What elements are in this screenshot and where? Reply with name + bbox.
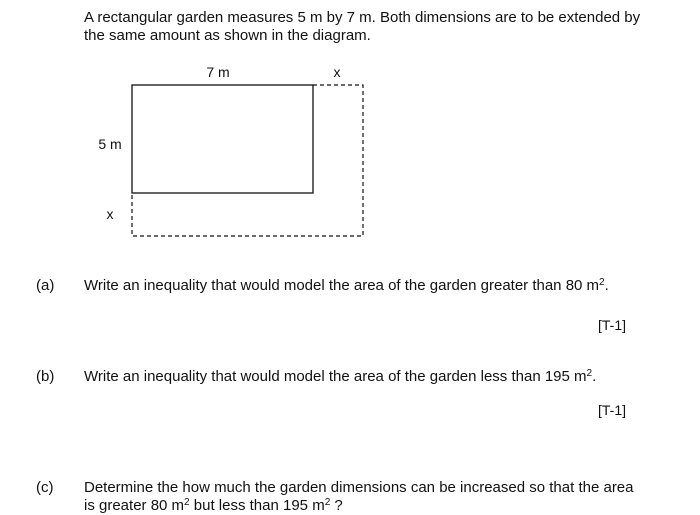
part-a-period: . bbox=[604, 277, 609, 294]
part-c-question bbox=[84, 479, 684, 515]
extended-garden-outline bbox=[132, 85, 363, 236]
part-c-label: (c) bbox=[36, 479, 54, 496]
label-height-extension-x: x bbox=[106, 206, 114, 222]
part-c-line-2b: but less than 195 m bbox=[189, 497, 325, 514]
part-a-text: Write an inequality that would model the area of the garden greater than 80 m bbox=[84, 277, 600, 294]
part-b-period: . bbox=[592, 368, 597, 385]
garden-diagram bbox=[70, 58, 380, 253]
garden-diagram-svg bbox=[70, 58, 380, 248]
label-width-extension-x: x bbox=[333, 64, 341, 80]
original-garden-rectangle bbox=[132, 85, 313, 193]
label-height-5m: 5 m bbox=[98, 136, 122, 152]
part-b-text: Write an inequality that would model the area of the garden less than 195 m bbox=[84, 368, 587, 385]
part-b-superscript: 2 bbox=[586, 368, 593, 379]
part-b-mark: [T-1] bbox=[597, 402, 626, 418]
part-b-question bbox=[84, 368, 684, 386]
problem-intro bbox=[84, 9, 684, 45]
part-c-line-2a: is greater 80 m bbox=[84, 497, 185, 514]
intro-line-2: the same amount as shown in the diagram. bbox=[84, 27, 371, 44]
part-c-superscript-2: 2 bbox=[324, 497, 331, 508]
part-a-superscript: 2 bbox=[599, 277, 605, 288]
part-c-superscript-1: 2 bbox=[184, 497, 190, 508]
part-b-label: (b) bbox=[36, 368, 55, 385]
part-a-label: (a) bbox=[36, 277, 55, 294]
intro-line-1: A rectangular garden measures 5 m by 7 m. Both dimensions are to be extended by bbox=[84, 9, 641, 26]
label-width-7m: 7 m bbox=[206, 64, 230, 80]
part-a-mark: [T-1] bbox=[597, 317, 626, 333]
part-a-question bbox=[84, 277, 684, 295]
part-c-line-2c: ? bbox=[330, 497, 343, 514]
part-c-line-1: Determine the how much the garden dimensions can be increased so that the area bbox=[84, 479, 634, 496]
